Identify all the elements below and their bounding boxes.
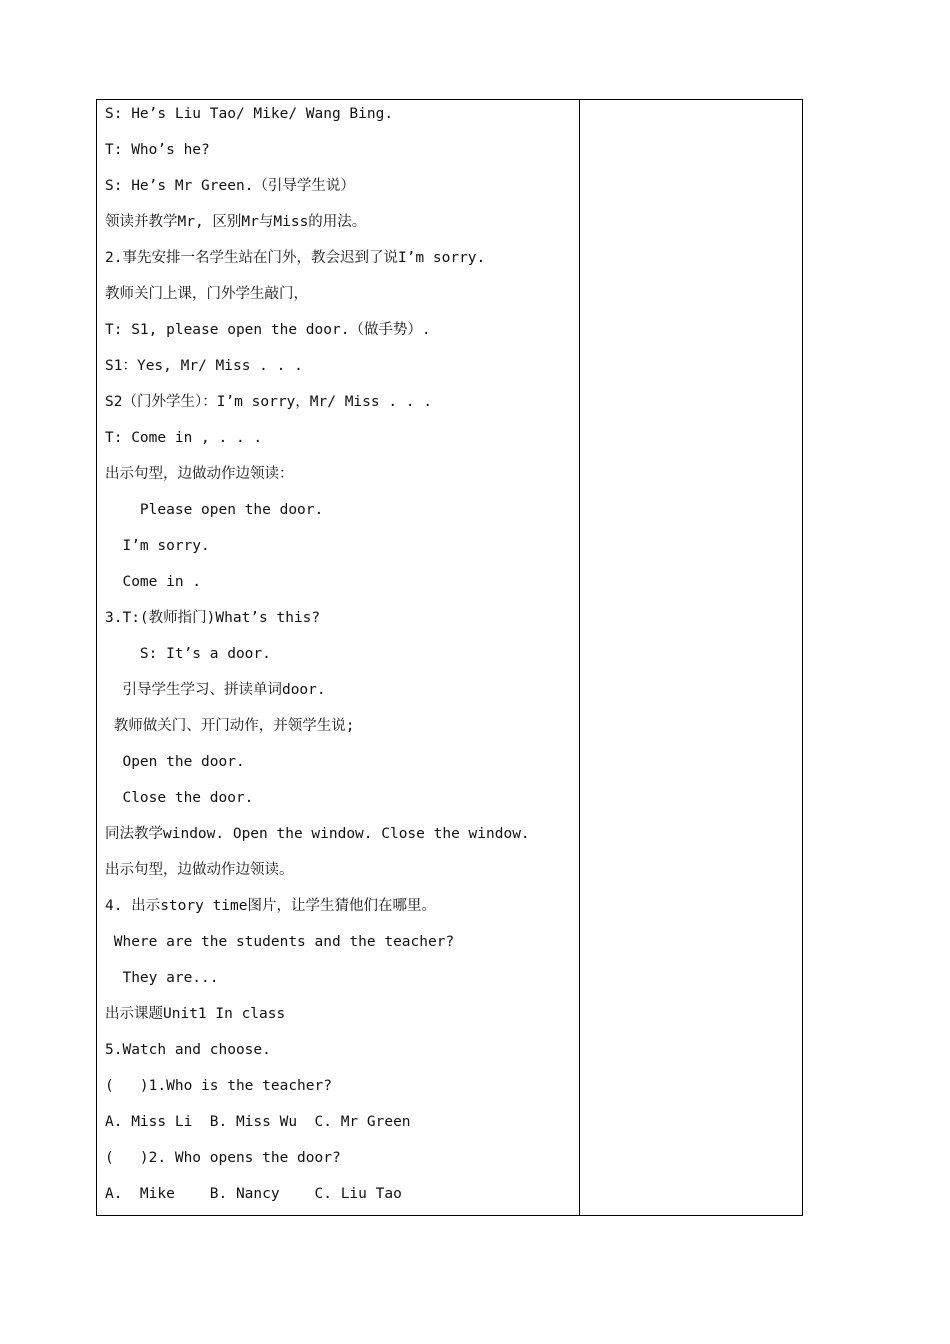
procedure-line: I’m sorry.	[105, 538, 210, 554]
procedure-line: 同法教学window. Open the window. Close the window.	[105, 826, 530, 842]
procedure-line: 3.T:(教师指门)What’s this?	[105, 610, 321, 626]
procedure-line: 教师做关门、开门动作，并领学生说;	[105, 718, 355, 734]
procedure-line: Please open the door.	[105, 502, 324, 518]
teaching-procedure-cell	[97, 100, 580, 1215]
procedure-line: 教师关门上课，门外学生敲门，	[105, 286, 308, 302]
procedure-line: T: Come in , . . .	[105, 430, 263, 446]
procedure-line: 出示课题Unit1 In class	[105, 1006, 286, 1022]
notes-cell	[580, 100, 802, 1215]
procedure-line: T: Who’s he?	[105, 142, 210, 158]
procedure-line: A. Mike B. Nancy C. Liu Tao	[105, 1186, 402, 1202]
procedure-line: 引导学生学习、拼读单词door.	[105, 682, 326, 698]
procedure-line: S: He’s Mr Green.（引导学生说）	[105, 178, 355, 194]
procedure-line: Come in .	[105, 574, 202, 590]
procedure-line: 出示句型，边做动作边领读。	[105, 862, 294, 878]
procedure-line: They are...	[105, 970, 219, 986]
procedure-line: Close the door.	[105, 790, 254, 806]
procedure-line: S: It’s a door.	[105, 646, 271, 662]
procedure-line: 领读并教学Mr, 区别Mr与Miss的用法。	[105, 214, 367, 230]
procedure-line: T: S1, please open the door.（做手势）.	[105, 322, 431, 338]
procedure-line: 出示句型，边做动作边领读：	[105, 466, 294, 482]
procedure-line: Where are the students and the teacher?	[105, 934, 455, 950]
procedure-line: S2（门外学生）：I’m sorry，Mr/ Miss . . .	[105, 394, 432, 410]
procedure-line: 4. 出示story time图片，让学生猜他们在哪里。	[105, 898, 436, 914]
procedure-line: A. Miss Li B. Miss Wu C. Mr Green	[105, 1114, 411, 1130]
procedure-line: S1：Yes, Mr/ Miss . . .	[105, 358, 303, 374]
procedure-line: S: He’s Liu Tao/ Mike/ Wang Bing.	[105, 106, 394, 122]
procedure-line: ( )1.Who is the teacher?	[105, 1078, 332, 1094]
procedure-line: ( )2. Who opens the door?	[105, 1150, 341, 1166]
procedure-line: 5.Watch and choose.	[105, 1042, 271, 1058]
procedure-line: 2.事先安排一名学生站在门外，教会迟到了说I’m sorry.	[105, 250, 486, 266]
procedure-line: Open the door.	[105, 754, 245, 770]
lesson-plan-table	[96, 99, 803, 1216]
